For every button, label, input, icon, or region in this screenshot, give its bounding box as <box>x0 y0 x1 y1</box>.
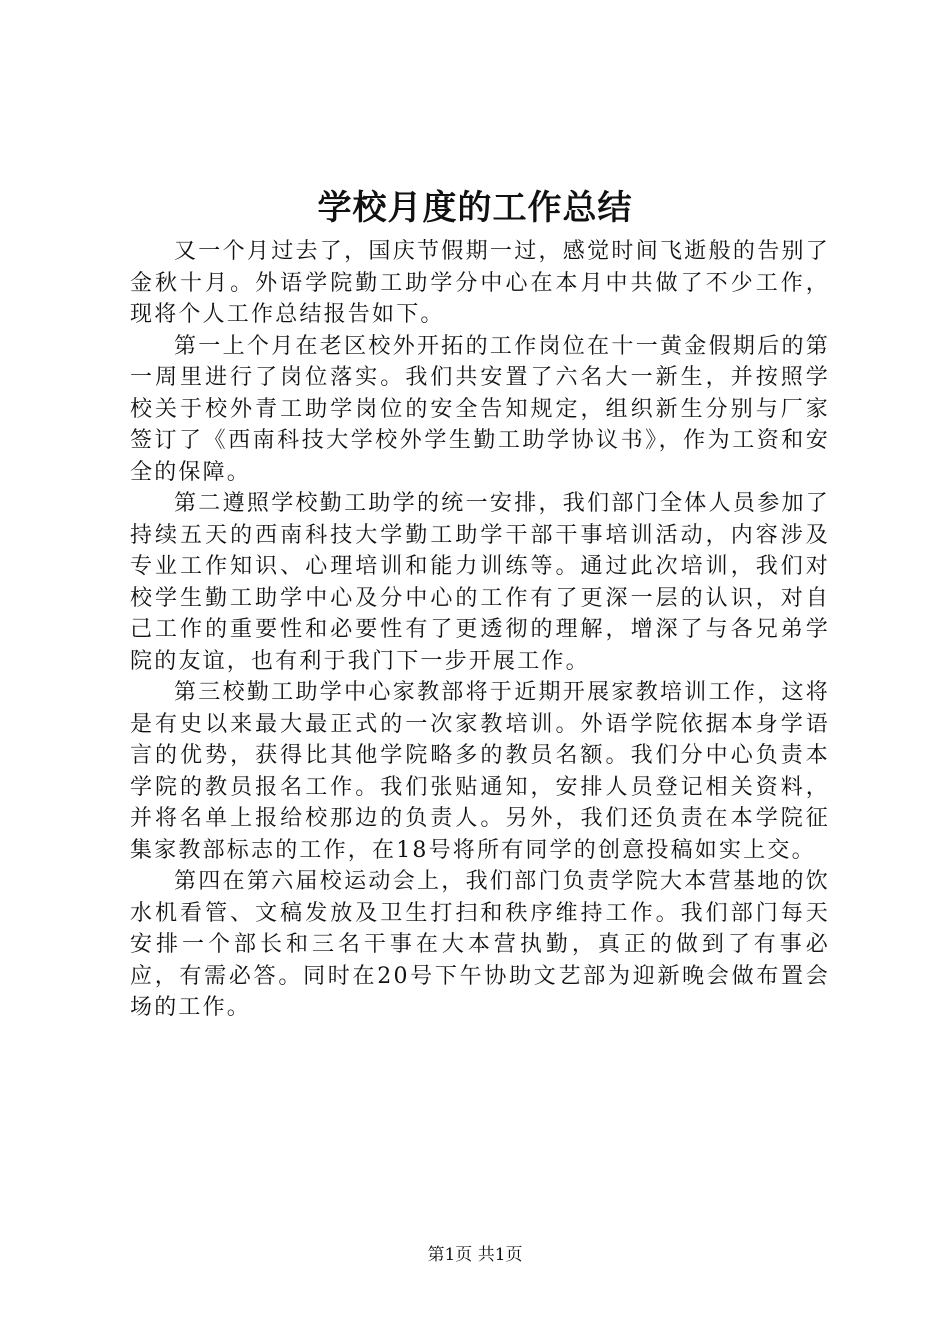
paragraph-intro: 又一个月过去了，国庆节假期一过，感觉时间飞逝般的告别了金秋十月。外语学院勤工助学分中心在本月中共做了不少工作，现将个人工作总结报告如下。 <box>130 239 830 327</box>
paragraph-first: 第一上个月在老区校外开拓的工作岗位在十一黄金假期后的第一周里进行了岗位落实。我们共安置了六名大一新生，并按照学校关于校外青工助学岗位的安全告知规定，组织新生分别与厂家签订了《西南科技大学校外学生勤工助学协议书》，作为工资和安全的保障。 <box>130 333 830 485</box>
paragraph-fourth: 第四在第六届校运动会上，我们部门负责学院大本营基地的饮水机看管、文稿发放及卫生打扫和秩序维持工作。我们部门每天安排一个部长和三名干事在大本营执勤，真正的做到了有事必应，有需必答。同时在20号下午协助文艺部为迎新晚会做布置会场的工作。 <box>130 869 830 1020</box>
document-body <box>130 236 830 1024</box>
paragraph-third: 第三校勤工助学中心家教部将于近期开展家教培训工作，这将是有史以来最大最正式的一次家教培训。外语学院依据本身学语言的优势，获得比其他学院略多的教员名额。我们分中心负责本学院的教员报名工作。我们张贴通知，安排人员登记相关资料，并将名单上报给校那边的负责人。另外，我们还负责在本学院征集家教部标志的工作，在18号将所有同学的创意投稿如实上交。 <box>130 680 830 863</box>
page-number-footer: 第1页 共1页 <box>427 1245 523 1265</box>
paragraph-second: 第二遵照学校勤工助学的统一安排，我们部门全体人员参加了持续五天的西南科技大学勤工助学干部干事培训活动，内容涉及专业工作知识、心理培训和能力训练等。通过此次培训，我们对校学生勤工助学中心及分中心的工作有了更深一层的认识，对自己工作的重要性和必要性有了更透彻的理解，增深了与各兄弟学院的友谊，也有利于我门下一步开展工作。 <box>130 491 830 674</box>
document-title: 学校月度的工作总结 <box>317 188 633 228</box>
